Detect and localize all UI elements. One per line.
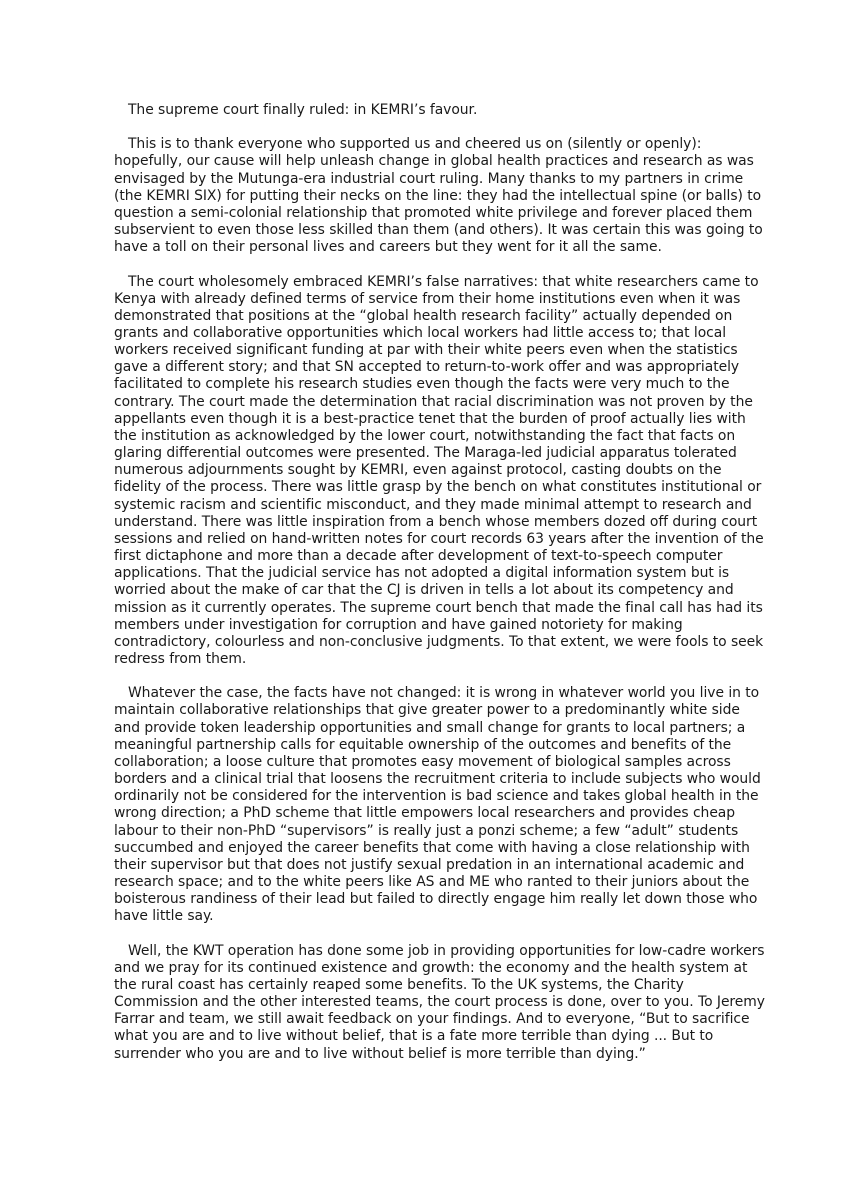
paragraph-ruling: The supreme court finally ruled: in KEMRI’s favour. [128,102,478,118]
paragraph-court-narratives: The court wholesomely embraced KEMRI’s false narratives: that white researchers came to Kenya with already defined terms of service from their home institutions even when it was demonstrated that positions at the “global health research facility” actually depended on grants and collaborative opportunities which local workers had little access to; that local workers received significant funding at par with their white peers even when the statistics gave a different story; and that SN accepted to return-to-work offer and was appropriately facilitated to complete his research studies even though the facts were very much to the contrary. The court made the determination that racial discrimination was not proven by the appellants even though it is a best-practice tenet that the burden of proof actually lies with the institution as acknowledged by the lower court, notwithstanding the fact that facts on glaring differential outcomes were presented. The Maraga-led judicial apparatus tolerated numerous adjournments sought by KEMRI, even against protocol, casting doubts on the fidelity of the process. There was little grasp by the bench on what constitutes institutional or systemic racism and scientific misconduct, and they made minimal attempt to research and understand. There was little inspiration from a bench whose members dozed off during court sessions and relied on hand-written notes for court records 63 years after the invention of the first dictaphone and more than a decade after development of text-to-speech computer applications. That the judicial service has not adopted a digital information system but is worried about the make of car that the CJ is driven in tells a lot about its competency and mission as it currently operates. The supreme court bench that made the final call has had its members under investigation for corruption and have gained notoriety for making contradictory, colourless and non-conclusive judgments. To that extent, we were fools to seek redress from them. [114,273,764,667]
paragraph-closing: Well, the KWT operation has done some job in providing opportunities for low-cadre workers and we pray for its continued existence and growth: the economy and the health system at the rural coast has certainly reaped some benefits. To the UK systems, the Charity Commission and the other interested teams, the court process is done, over to you. To Jeremy Farrar and team, we still await feedback on your findings. And to everyone, “But to sacrifice what you are and to live without belief, that is a fate more terrible than dying ... But to surrender who you are and to live without belief is more terrible than dying.” [114,942,765,1062]
paragraph-thanks: This is to thank everyone who supported us and cheered us on (silently or openly): hopefully, our cause will help unleash change in global health practices and research as was envisaged by the Mutunga-era industrial court ruling. Many thanks to my partners in crime (the KEMRI SIX) for putting their necks on the line: they had the intellectual spine (or balls) to question a semi-colonial relationship that promoted white privilege and forever placed them subservient to even those less skilled than them (and others). It was certain this was going to have a toll on their personal lives and careers but they went for it all the same. [114,136,763,256]
document-body [114,102,770,1080]
paragraph-facts: Whatever the case, the facts have not changed: it is wrong in whatever world you live in to maintain collaborative relationships that give greater power to a predominantly white side and provide token leadership opportunities and small change for grants to local partners; a meaningful partnership calls for equitable ownership of the outcomes and benefits of the collaboration; a loose culture that promotes easy movement of biological samples across borders and a clinical trial that loosens the recruitment criteria to include subjects who would ordinarily not be considered for the intervention is bad science and takes global health in the wrong direction; a PhD scheme that little empowers local researchers and provides cheap labour to their non-PhD “supervisors” is really just a ponzi scheme; a few “adult” students succumbed and enjoyed the career benefits that come with having a close relationship with their supervisor but that does not justify sexual predation in an international academic and research space; and to the white peers like AS and ME who ranted to their juniors about the boisterous randiness of their lead but failed to directly engage him really let down those who have little say. [114,685,761,925]
